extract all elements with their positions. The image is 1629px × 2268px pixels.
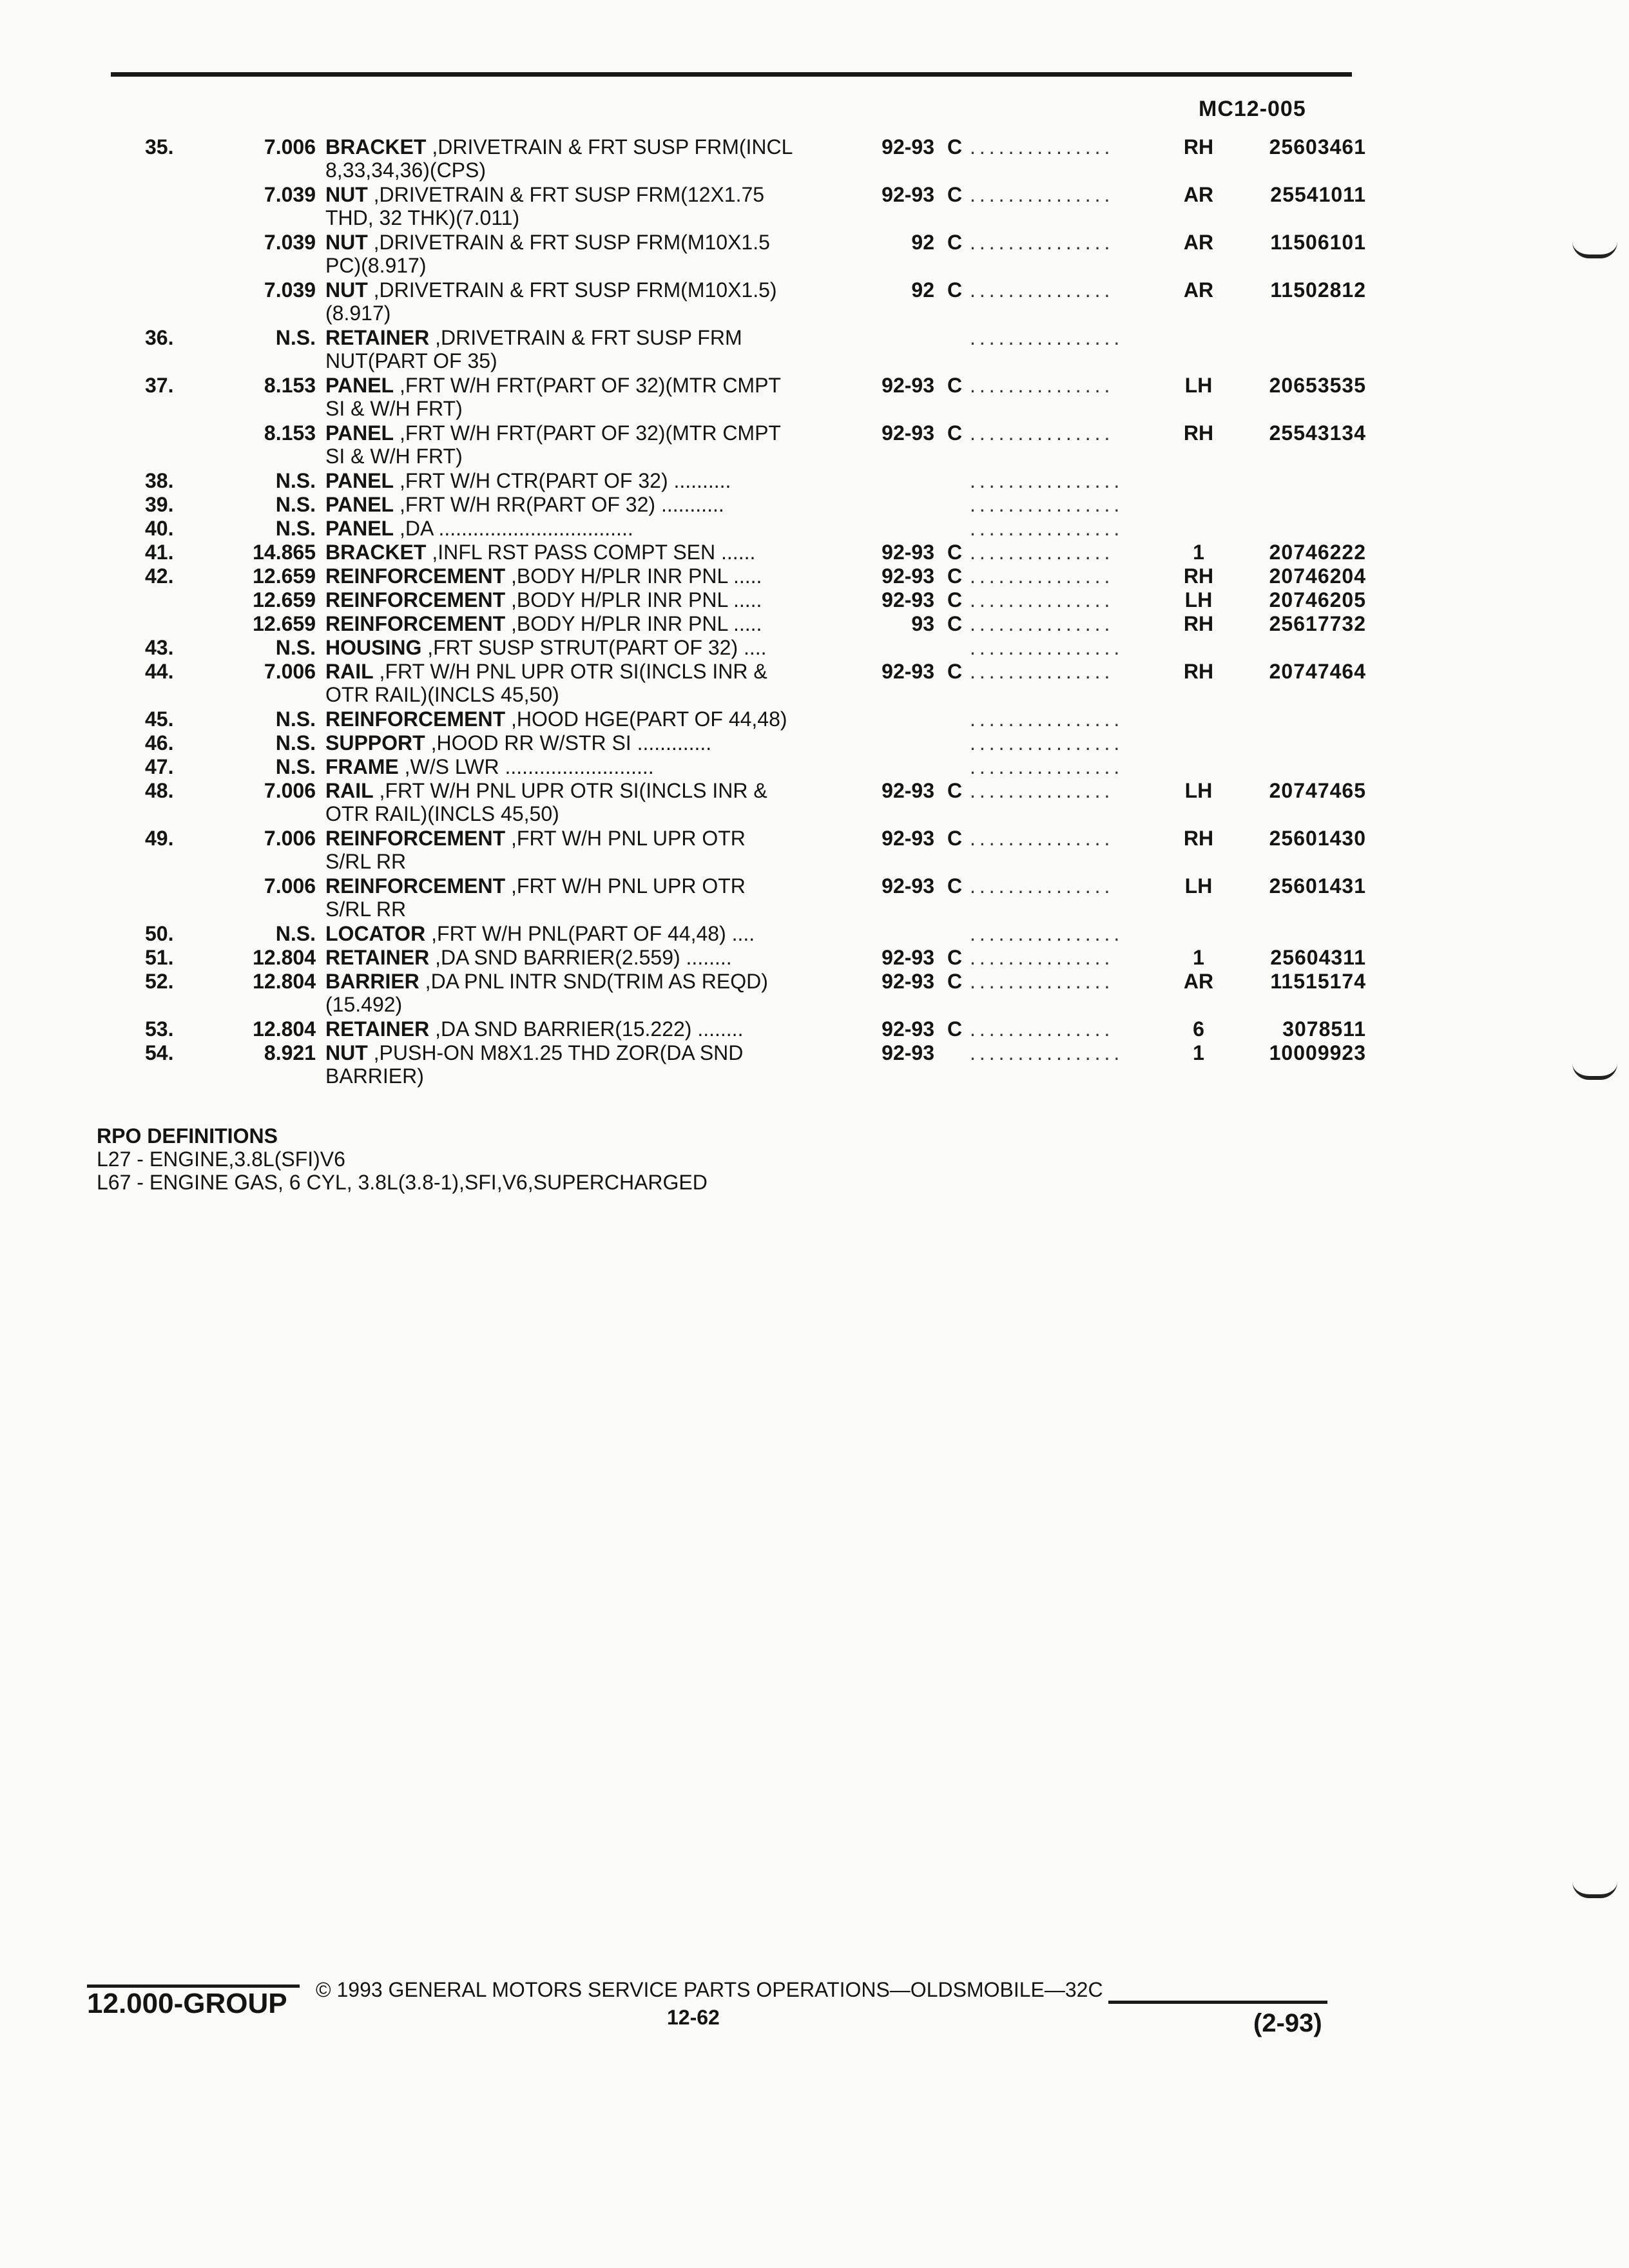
group-number: N.S. — [275, 493, 316, 516]
dot-leader: ............... — [970, 779, 1114, 802]
model-years: 92-93 — [882, 970, 934, 993]
series-code: C — [947, 374, 963, 397]
part-description — [325, 493, 860, 516]
part-number: 20747464 — [1269, 660, 1366, 683]
group-number: N.S. — [275, 326, 316, 349]
revision-date: (2-93) — [1253, 2009, 1322, 2037]
ref-number: 46. — [145, 731, 174, 754]
series-code: C — [947, 612, 963, 635]
dot-leader: ............... — [970, 660, 1114, 683]
table-row — [0, 970, 1629, 1017]
part-detail-continued: BARRIER) — [325, 1064, 424, 1088]
part-detail: ,DA PNL INTR SND(TRIM AS REQD) — [419, 970, 768, 993]
part-name: PANEL — [325, 469, 394, 492]
model-years: 92-93 — [882, 421, 934, 445]
group-number: 7.006 — [264, 874, 316, 898]
part-detail-continued: NUT(PART OF 35) — [325, 349, 497, 372]
dot-leader: ............... — [970, 564, 1114, 588]
group-number: 7.006 — [264, 135, 316, 159]
series-code: C — [947, 421, 963, 445]
series-code: C — [947, 970, 963, 993]
table-row — [0, 541, 1629, 564]
part-number: 11502812 — [1270, 278, 1366, 302]
group-number: 8.153 — [264, 421, 316, 445]
dot-leader: ............... — [970, 374, 1114, 397]
series-code: C — [947, 183, 963, 206]
quantity-side: 1 — [1193, 946, 1204, 969]
dot-leader: ............... — [970, 135, 1114, 159]
part-detail-continued: S/RL RR — [325, 850, 407, 873]
quantity-side: AR — [1183, 278, 1214, 302]
part-name: RAIL — [325, 779, 374, 802]
footer-copyright: © 1993 GENERAL MOTORS SERVICE PARTS OPERATIONS—OLDSMOBILE—32C — [316, 1978, 1103, 2001]
part-name: REINFORCEMENT — [325, 707, 506, 731]
part-number: 20746204 — [1269, 564, 1366, 588]
page-number: 12-62 — [667, 2006, 720, 2029]
part-name: REINFORCEMENT — [325, 874, 506, 898]
quantity-side: 1 — [1193, 1041, 1204, 1064]
part-number: 20746205 — [1269, 588, 1366, 611]
part-detail-continued: PC)(8.917) — [325, 254, 427, 277]
group-number: 8.921 — [264, 1041, 316, 1064]
quantity-side: LH — [1184, 874, 1213, 898]
ref-number: 51. — [145, 946, 174, 969]
table-row — [0, 874, 1629, 922]
table-row — [0, 660, 1629, 707]
series-code: C — [947, 827, 963, 850]
part-description — [325, 755, 860, 778]
model-years: 92-93 — [882, 541, 934, 564]
dot-leader: ................ — [970, 707, 1124, 731]
part-detail-continued: S/RL RR — [325, 898, 407, 921]
group-number: 12.804 — [253, 946, 316, 969]
quantity-side: LH — [1184, 374, 1213, 397]
part-detail: ,BODY H/PLR INR PNL ..... — [505, 588, 762, 611]
dot-leader: ............... — [970, 946, 1114, 969]
table-row — [0, 278, 1629, 326]
part-description — [325, 707, 860, 731]
part-name: HOUSING — [325, 636, 422, 659]
table-row — [0, 636, 1629, 660]
table-row — [0, 588, 1629, 612]
table-row — [0, 731, 1629, 755]
ref-number: 42. — [145, 564, 174, 588]
group-number: 7.039 — [264, 278, 316, 302]
quantity-side: RH — [1183, 421, 1214, 445]
part-name: PANEL — [325, 374, 394, 397]
dot-leader: ............... — [970, 183, 1114, 206]
part-detail: ,FRT W/H PNL UPR OTR SI(INCLS INR & — [373, 779, 767, 802]
table-row — [0, 827, 1629, 874]
group-number: 12.804 — [253, 1017, 316, 1041]
table-row — [0, 183, 1629, 231]
ref-number: 54. — [145, 1041, 174, 1064]
group-number: 7.006 — [264, 827, 316, 850]
binder-mark — [1572, 1881, 1617, 1898]
model-years: 92-93 — [882, 183, 934, 206]
ref-number: 40. — [145, 517, 174, 540]
part-number: 25601430 — [1269, 827, 1366, 850]
part-detail-continued: OTR RAIL)(INCLS 45,50) — [325, 683, 559, 706]
group-number: N.S. — [275, 755, 316, 778]
part-detail: ,FRT W/H PNL UPR OTR SI(INCLS INR & — [373, 660, 767, 683]
part-description — [325, 1041, 860, 1088]
model-years: 92-93 — [882, 827, 934, 850]
part-number: 10009923 — [1269, 1041, 1366, 1064]
model-years: 92 — [911, 231, 934, 254]
quantity-side: AR — [1183, 231, 1214, 254]
part-name: BRACKET — [325, 541, 427, 564]
table-row — [0, 421, 1629, 469]
table-row — [0, 612, 1629, 636]
model-years: 92-93 — [882, 1017, 934, 1041]
part-description — [325, 970, 860, 1016]
group-number: 12.804 — [253, 970, 316, 993]
ref-number: 43. — [145, 636, 174, 659]
part-detail-continued: SI & W/H FRT) — [325, 445, 463, 468]
model-years: 92-93 — [882, 660, 934, 683]
part-name: REINFORCEMENT — [325, 612, 506, 635]
part-name: NUT — [325, 183, 368, 206]
group-number: 7.039 — [264, 183, 316, 206]
dot-leader: ............... — [970, 1017, 1114, 1041]
dot-leader: ............... — [970, 231, 1114, 254]
series-code: C — [947, 564, 963, 588]
dot-leader: ................ — [970, 636, 1124, 659]
part-name: REINFORCEMENT — [325, 564, 506, 588]
part-name: PANEL — [325, 517, 394, 540]
dot-leader: ............... — [970, 612, 1114, 635]
part-detail-continued: (15.492) — [325, 993, 403, 1016]
quantity-side: AR — [1183, 970, 1214, 993]
part-number: 25601431 — [1269, 874, 1366, 898]
series-code: C — [947, 1017, 963, 1041]
part-detail: ,FRT W/H FRT(PART OF 32)(MTR CMPT — [394, 374, 781, 397]
table-row — [0, 493, 1629, 517]
rpo-line: L27 - ENGINE,3.8L(SFI)V6 — [97, 1148, 345, 1171]
group-number: N.S. — [275, 731, 316, 754]
quantity-side: 1 — [1193, 541, 1204, 564]
part-number: 25603461 — [1269, 135, 1366, 159]
part-detail: ,DRIVETRAIN & FRT SUSP FRM(M10X1.5) — [367, 278, 777, 302]
part-name: RETAINER — [325, 326, 430, 349]
part-detail: ,FRT SUSP STRUT(PART OF 32) .... — [421, 636, 767, 659]
part-name: RAIL — [325, 660, 374, 683]
part-number: 20747465 — [1269, 779, 1366, 802]
part-detail: ,DA .................................. — [394, 517, 633, 540]
ref-number: 45. — [145, 707, 174, 731]
dot-leader: ................ — [970, 1041, 1124, 1064]
quantity-side: RH — [1183, 564, 1214, 588]
dot-leader: ............... — [970, 421, 1114, 445]
document-id: MC12-005 — [1199, 97, 1306, 121]
part-detail: ,FRT W/H PNL(PART OF 44,48) .... — [425, 922, 755, 945]
part-name: PANEL — [325, 493, 394, 516]
quantity-side: AR — [1183, 183, 1214, 206]
group-number: N.S. — [275, 707, 316, 731]
ref-number: 47. — [145, 755, 174, 778]
part-number: 3078511 — [1282, 1017, 1366, 1041]
part-detail-continued: 8,33,34,36)(CPS) — [325, 159, 487, 182]
dot-leader: ............... — [970, 970, 1114, 993]
ref-number: 53. — [145, 1017, 174, 1041]
table-row — [0, 517, 1629, 541]
dot-leader: ............... — [970, 278, 1114, 302]
group-number: 7.006 — [264, 660, 316, 683]
dot-leader: ............... — [970, 874, 1114, 898]
part-detail: ,HOOD HGE(PART OF 44,48) — [505, 707, 787, 731]
ref-number: 48. — [145, 779, 174, 802]
part-name: NUT — [325, 278, 368, 302]
part-description — [325, 779, 860, 825]
part-detail: ,DA SND BARRIER(2.559) ........ — [429, 946, 732, 969]
part-description — [325, 827, 860, 873]
part-number: 25604311 — [1270, 946, 1366, 969]
dot-leader: ................ — [970, 755, 1124, 778]
series-code: C — [947, 660, 963, 683]
ref-number: 35. — [145, 135, 174, 159]
part-name: RETAINER — [325, 946, 430, 969]
ref-number: 37. — [145, 374, 174, 397]
part-description — [325, 231, 860, 277]
part-number: 25543134 — [1269, 421, 1366, 445]
ref-number: 39. — [145, 493, 174, 516]
model-years: 92-93 — [882, 135, 934, 159]
dot-leader: ................ — [970, 922, 1124, 945]
dot-leader: ............... — [970, 588, 1114, 611]
part-detail: ,BODY H/PLR INR PNL ..... — [505, 612, 762, 635]
dot-leader: ................ — [970, 517, 1124, 540]
part-detail: ,FRT W/H CTR(PART OF 32) .......... — [394, 469, 731, 492]
model-years: 92 — [911, 278, 934, 302]
series-code: C — [947, 874, 963, 898]
ref-number: 36. — [145, 326, 174, 349]
ref-number: 49. — [145, 827, 174, 850]
dot-leader: ................ — [970, 731, 1124, 754]
group-number: 14.865 — [253, 541, 316, 564]
group-number: N.S. — [275, 469, 316, 492]
model-years: 92-93 — [882, 374, 934, 397]
rpo-line: L67 - ENGINE GAS, 6 CYL, 3.8L(3.8-1),SFI,V6,SUPERCHARGED — [97, 1171, 708, 1194]
group-number: N.S. — [275, 517, 316, 540]
table-row — [0, 564, 1629, 588]
part-detail: ,FRT W/H FRT(PART OF 32)(MTR CMPT — [394, 421, 781, 445]
series-code: C — [947, 135, 963, 159]
footer-rule-right — [1108, 2001, 1327, 2004]
part-name: REINFORCEMENT — [325, 588, 506, 611]
part-number: 11515174 — [1270, 970, 1366, 993]
group-number: 12.659 — [253, 612, 316, 635]
part-description — [325, 421, 860, 468]
quantity-side: RH — [1183, 660, 1214, 683]
part-number: 20746222 — [1269, 541, 1366, 564]
model-years: 93 — [911, 612, 934, 635]
group-number: N.S. — [275, 922, 316, 945]
part-description — [325, 612, 860, 635]
series-code: C — [947, 779, 963, 802]
quantity-side: RH — [1183, 135, 1214, 159]
part-name: NUT — [325, 231, 368, 254]
part-description — [325, 660, 860, 706]
footer-group: 12.000-GROUP — [87, 1988, 287, 2019]
model-years: 92-93 — [882, 874, 934, 898]
part-detail: ,DA SND BARRIER(15.222) ........ — [429, 1017, 744, 1041]
part-detail: ,W/S LWR .......................... — [398, 755, 654, 778]
part-detail: ,HOOD RR W/STR SI ............. — [425, 731, 712, 754]
part-name: FRAME — [325, 755, 399, 778]
table-row — [0, 779, 1629, 827]
part-description — [325, 517, 860, 540]
part-name: REINFORCEMENT — [325, 827, 506, 850]
part-detail: ,DRIVETRAIN & FRT SUSP FRM(M10X1.5 — [367, 231, 770, 254]
model-years: 92-93 — [882, 946, 934, 969]
series-code: C — [947, 231, 963, 254]
part-detail: ,FRT W/H PNL UPR OTR — [505, 874, 746, 898]
quantity-side: RH — [1183, 827, 1214, 850]
part-description — [325, 588, 860, 611]
quantity-side: LH — [1184, 779, 1213, 802]
part-description — [325, 278, 860, 325]
group-number: 12.659 — [253, 588, 316, 611]
part-name: RETAINER — [325, 1017, 430, 1041]
part-description — [325, 636, 860, 659]
part-description — [325, 946, 860, 969]
group-number: N.S. — [275, 636, 316, 659]
quantity-side: LH — [1184, 588, 1213, 611]
part-description — [325, 874, 860, 921]
part-number: 25541011 — [1270, 183, 1366, 206]
dot-leader: ................ — [970, 469, 1124, 492]
ref-number: 38. — [145, 469, 174, 492]
part-description — [325, 564, 860, 588]
table-row — [0, 326, 1629, 374]
part-detail: ,BODY H/PLR INR PNL ..... — [505, 564, 762, 588]
model-years: 92-93 — [882, 588, 934, 611]
part-detail: ,FRT W/H RR(PART OF 32) ........... — [394, 493, 724, 516]
part-description — [325, 326, 860, 372]
group-number: 7.006 — [264, 779, 316, 802]
part-description — [325, 731, 860, 754]
part-description — [325, 183, 860, 229]
table-row — [0, 946, 1629, 970]
ref-number: 52. — [145, 970, 174, 993]
part-detail: ,DRIVETRAIN & FRT SUSP FRM(12X1.75 — [367, 183, 765, 206]
part-name: NUT — [325, 1041, 368, 1064]
group-number: 8.153 — [264, 374, 316, 397]
part-name: BARRIER — [325, 970, 419, 993]
table-row — [0, 469, 1629, 493]
dot-leader: ............... — [970, 827, 1114, 850]
series-code: C — [947, 946, 963, 969]
part-detail: ,PUSH-ON M8X1.25 THD ZOR(DA SND — [367, 1041, 744, 1064]
part-description — [325, 1017, 860, 1041]
part-detail-continued: SI & W/H FRT) — [325, 397, 463, 420]
part-detail: ,INFL RST PASS COMPT SEN ...... — [426, 541, 756, 564]
part-number: 20653535 — [1269, 374, 1366, 397]
table-row — [0, 1041, 1629, 1089]
table-row — [0, 755, 1629, 779]
dot-leader: ................ — [970, 493, 1124, 516]
top-rule — [111, 72, 1352, 77]
table-row — [0, 135, 1629, 183]
part-number: 25617732 — [1269, 612, 1366, 635]
quantity-side: RH — [1183, 612, 1214, 635]
part-detail: ,DRIVETRAIN & FRT SUSP FRM — [429, 326, 742, 349]
part-name: PANEL — [325, 421, 394, 445]
model-years: 92-93 — [882, 779, 934, 802]
part-detail-continued: THD, 32 THK)(7.011) — [325, 206, 520, 229]
group-number: 12.659 — [253, 564, 316, 588]
series-code: C — [947, 588, 963, 611]
table-row — [0, 922, 1629, 946]
part-name: SUPPORT — [325, 731, 425, 754]
rpo-definitions — [97, 1124, 708, 1194]
table-row — [0, 374, 1629, 421]
dot-leader: ............... — [970, 541, 1114, 564]
part-detail: ,DRIVETRAIN & FRT SUSP FRM(INCL — [426, 135, 793, 159]
dot-leader: ................ — [970, 326, 1124, 349]
part-description — [325, 922, 860, 945]
ref-number: 50. — [145, 922, 174, 945]
part-name: LOCATOR — [325, 922, 426, 945]
part-description — [325, 135, 860, 182]
table-row — [0, 1017, 1629, 1041]
part-detail: ,FRT W/H PNL UPR OTR — [505, 827, 746, 850]
part-detail-continued: (8.917) — [325, 302, 391, 325]
part-description — [325, 541, 860, 564]
part-number: 11506101 — [1270, 231, 1366, 254]
series-code: C — [947, 278, 963, 302]
quantity-side: 6 — [1193, 1017, 1204, 1041]
part-name: BRACKET — [325, 135, 427, 159]
table-row — [0, 707, 1629, 731]
series-code: C — [947, 541, 963, 564]
part-description — [325, 469, 860, 492]
part-description — [325, 374, 860, 420]
part-detail-continued: OTR RAIL)(INCLS 45,50) — [325, 802, 559, 825]
rpo-heading: RPO DEFINITIONS — [97, 1124, 278, 1148]
group-number: 7.039 — [264, 231, 316, 254]
table-row — [0, 231, 1629, 278]
ref-number: 41. — [145, 541, 174, 564]
model-years: 92-93 — [882, 1041, 934, 1064]
model-years: 92-93 — [882, 564, 934, 588]
ref-number: 44. — [145, 660, 174, 683]
